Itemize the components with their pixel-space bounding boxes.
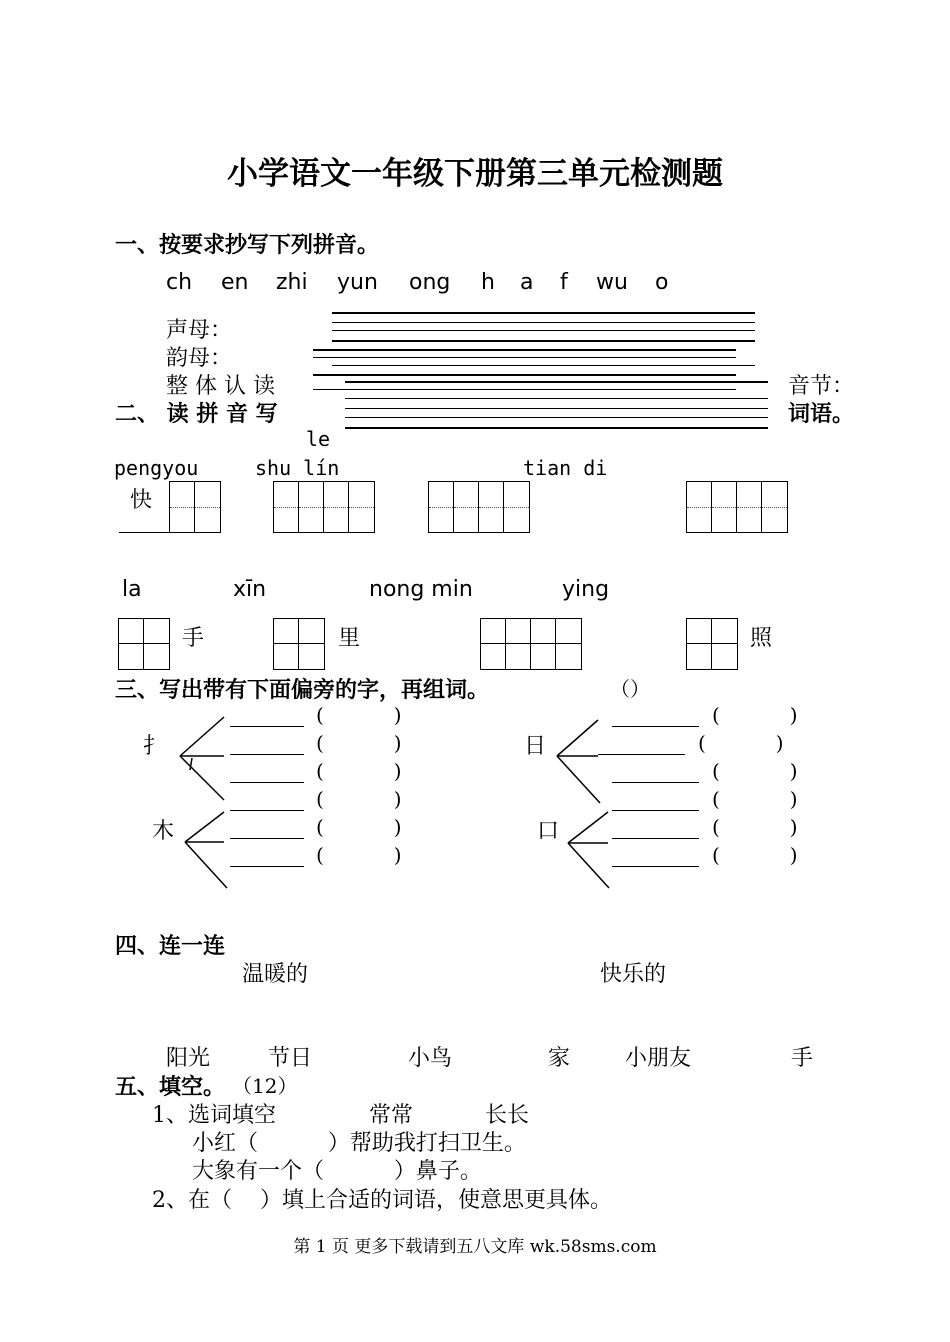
- section-2-heading: 二、 读 拼 音 写: [115, 401, 278, 427]
- adjective-warm[interactable]: 温暖的: [242, 962, 309, 987]
- answer-paren[interactable]: ( ): [698, 731, 784, 755]
- answer-blank[interactable]: [612, 726, 699, 727]
- option-changchang: 常常: [369, 1103, 414, 1128]
- branch-line: [568, 812, 608, 843]
- pinyin-le: le: [306, 427, 331, 451]
- syllable-a: a: [520, 270, 534, 295]
- section-1-heading: 一、按要求抄写下列拼音。: [115, 232, 380, 258]
- answer-paren[interactable]: ( ): [316, 731, 402, 755]
- question-1-label: 1、选词填空: [152, 1103, 276, 1128]
- page-title: 小学语文一年级下册第三单元检测题: [227, 156, 723, 192]
- section-5-heading: 五、填空。: [115, 1074, 226, 1100]
- answer-paren[interactable]: ( ): [316, 815, 402, 839]
- answer-blank[interactable]: [612, 838, 699, 839]
- answer-blank[interactable]: [230, 754, 304, 755]
- syllable-ong: ong: [409, 270, 451, 295]
- branch-line: [557, 720, 598, 756]
- branch-line: [180, 717, 224, 756]
- answer-paren[interactable]: ( ): [712, 843, 798, 867]
- answer-paren[interactable]: ( ): [316, 759, 402, 783]
- word-xiaopengyou[interactable]: 小朋友: [625, 1046, 692, 1071]
- word-xiaoniao[interactable]: 小鸟: [408, 1046, 453, 1071]
- option-changchang-2: 长长: [485, 1103, 530, 1128]
- section-2-heading-tail: 词语。: [788, 401, 855, 427]
- syllable-en: en: [221, 270, 249, 295]
- radical-shou: 扌: [143, 734, 166, 759]
- answer-blank[interactable]: [230, 866, 304, 867]
- answer-paren[interactable]: ( ): [712, 815, 798, 839]
- answer-blank[interactable]: [612, 782, 699, 783]
- char-kuai: 快: [130, 488, 153, 513]
- answer-blank[interactable]: [612, 810, 699, 811]
- answer-blank[interactable]: [230, 782, 304, 783]
- pinyin-xin: xīn: [233, 577, 267, 602]
- syllable-wu: wu: [596, 270, 628, 295]
- answer-paren[interactable]: ( ): [316, 843, 402, 867]
- pinyin-pengyou: pengyou: [114, 456, 199, 480]
- pinyin-tiandi: tian di: [523, 456, 608, 480]
- answer-blank[interactable]: [598, 754, 685, 755]
- radical-kou: 口: [537, 819, 560, 844]
- char-shou: 手: [182, 626, 205, 651]
- radical-ri: 日: [524, 734, 547, 759]
- word-yangguang[interactable]: 阳光: [166, 1046, 211, 1071]
- section-5-score: （12）: [232, 1074, 298, 1098]
- char-zhao: 照: [750, 626, 773, 651]
- answer-blank[interactable]: [230, 838, 304, 839]
- label-zhengti: 整 体 认 读: [166, 374, 275, 399]
- word-shou[interactable]: 手: [791, 1046, 814, 1071]
- pinyin-nongmin: nong min: [369, 577, 473, 602]
- pinyin-la: la: [122, 577, 142, 602]
- answer-paren[interactable]: ( ): [712, 787, 798, 811]
- section-4-heading: 四、连一连: [115, 933, 226, 959]
- question-2[interactable]: 2、在（ ）填上合适的词语，使意思更具体。: [152, 1188, 612, 1213]
- answer-paren[interactable]: ( ): [712, 759, 798, 783]
- branch-line: [185, 812, 224, 842]
- syllable-h: h: [481, 270, 495, 295]
- section-3-heading: 三、写出带有下面偏旁的字，再组词。: [115, 677, 490, 703]
- question-1b[interactable]: 大象有一个（ ）鼻子。: [192, 1159, 482, 1184]
- adjective-happy[interactable]: 快乐的: [600, 962, 667, 987]
- pinyin-ying: ying: [562, 577, 610, 602]
- branch-line: [557, 756, 600, 803]
- answer-paren[interactable]: ( ): [712, 703, 798, 727]
- syllable-zhi: zhi: [276, 270, 308, 295]
- word-jia[interactable]: 家: [548, 1046, 571, 1071]
- label-shengmu: 声母：: [166, 318, 233, 343]
- page-footer: 第 1 页 更多下载请到五八文库 wk.58sms.com: [293, 1237, 657, 1257]
- answer-blank[interactable]: [612, 866, 699, 867]
- answer-blank[interactable]: [230, 726, 304, 727]
- syllable-yun: yun: [337, 270, 378, 295]
- label-yunmu: 韵母：: [166, 346, 233, 371]
- syllable-o: o: [655, 270, 669, 295]
- section-3-heading-paren: （）: [610, 677, 650, 701]
- pinyin-shulin: shu lín: [255, 456, 340, 480]
- branch-line: [180, 756, 224, 800]
- syllable-ch: ch: [166, 270, 193, 295]
- label-yinjie: 音节：: [788, 374, 855, 399]
- radical-mu: 木: [152, 819, 175, 844]
- branch-line: [568, 843, 609, 888]
- answer-blank[interactable]: [230, 810, 304, 811]
- word-jieri[interactable]: 节日: [268, 1046, 313, 1071]
- syllable-f: f: [560, 270, 568, 295]
- answer-paren[interactable]: ( ): [316, 787, 402, 811]
- answer-paren[interactable]: ( ): [316, 703, 402, 727]
- question-1a[interactable]: 小红（ ）帮助我打扫卫生。: [192, 1131, 526, 1156]
- char-li: 里: [338, 626, 361, 651]
- branch-line: [185, 842, 227, 888]
